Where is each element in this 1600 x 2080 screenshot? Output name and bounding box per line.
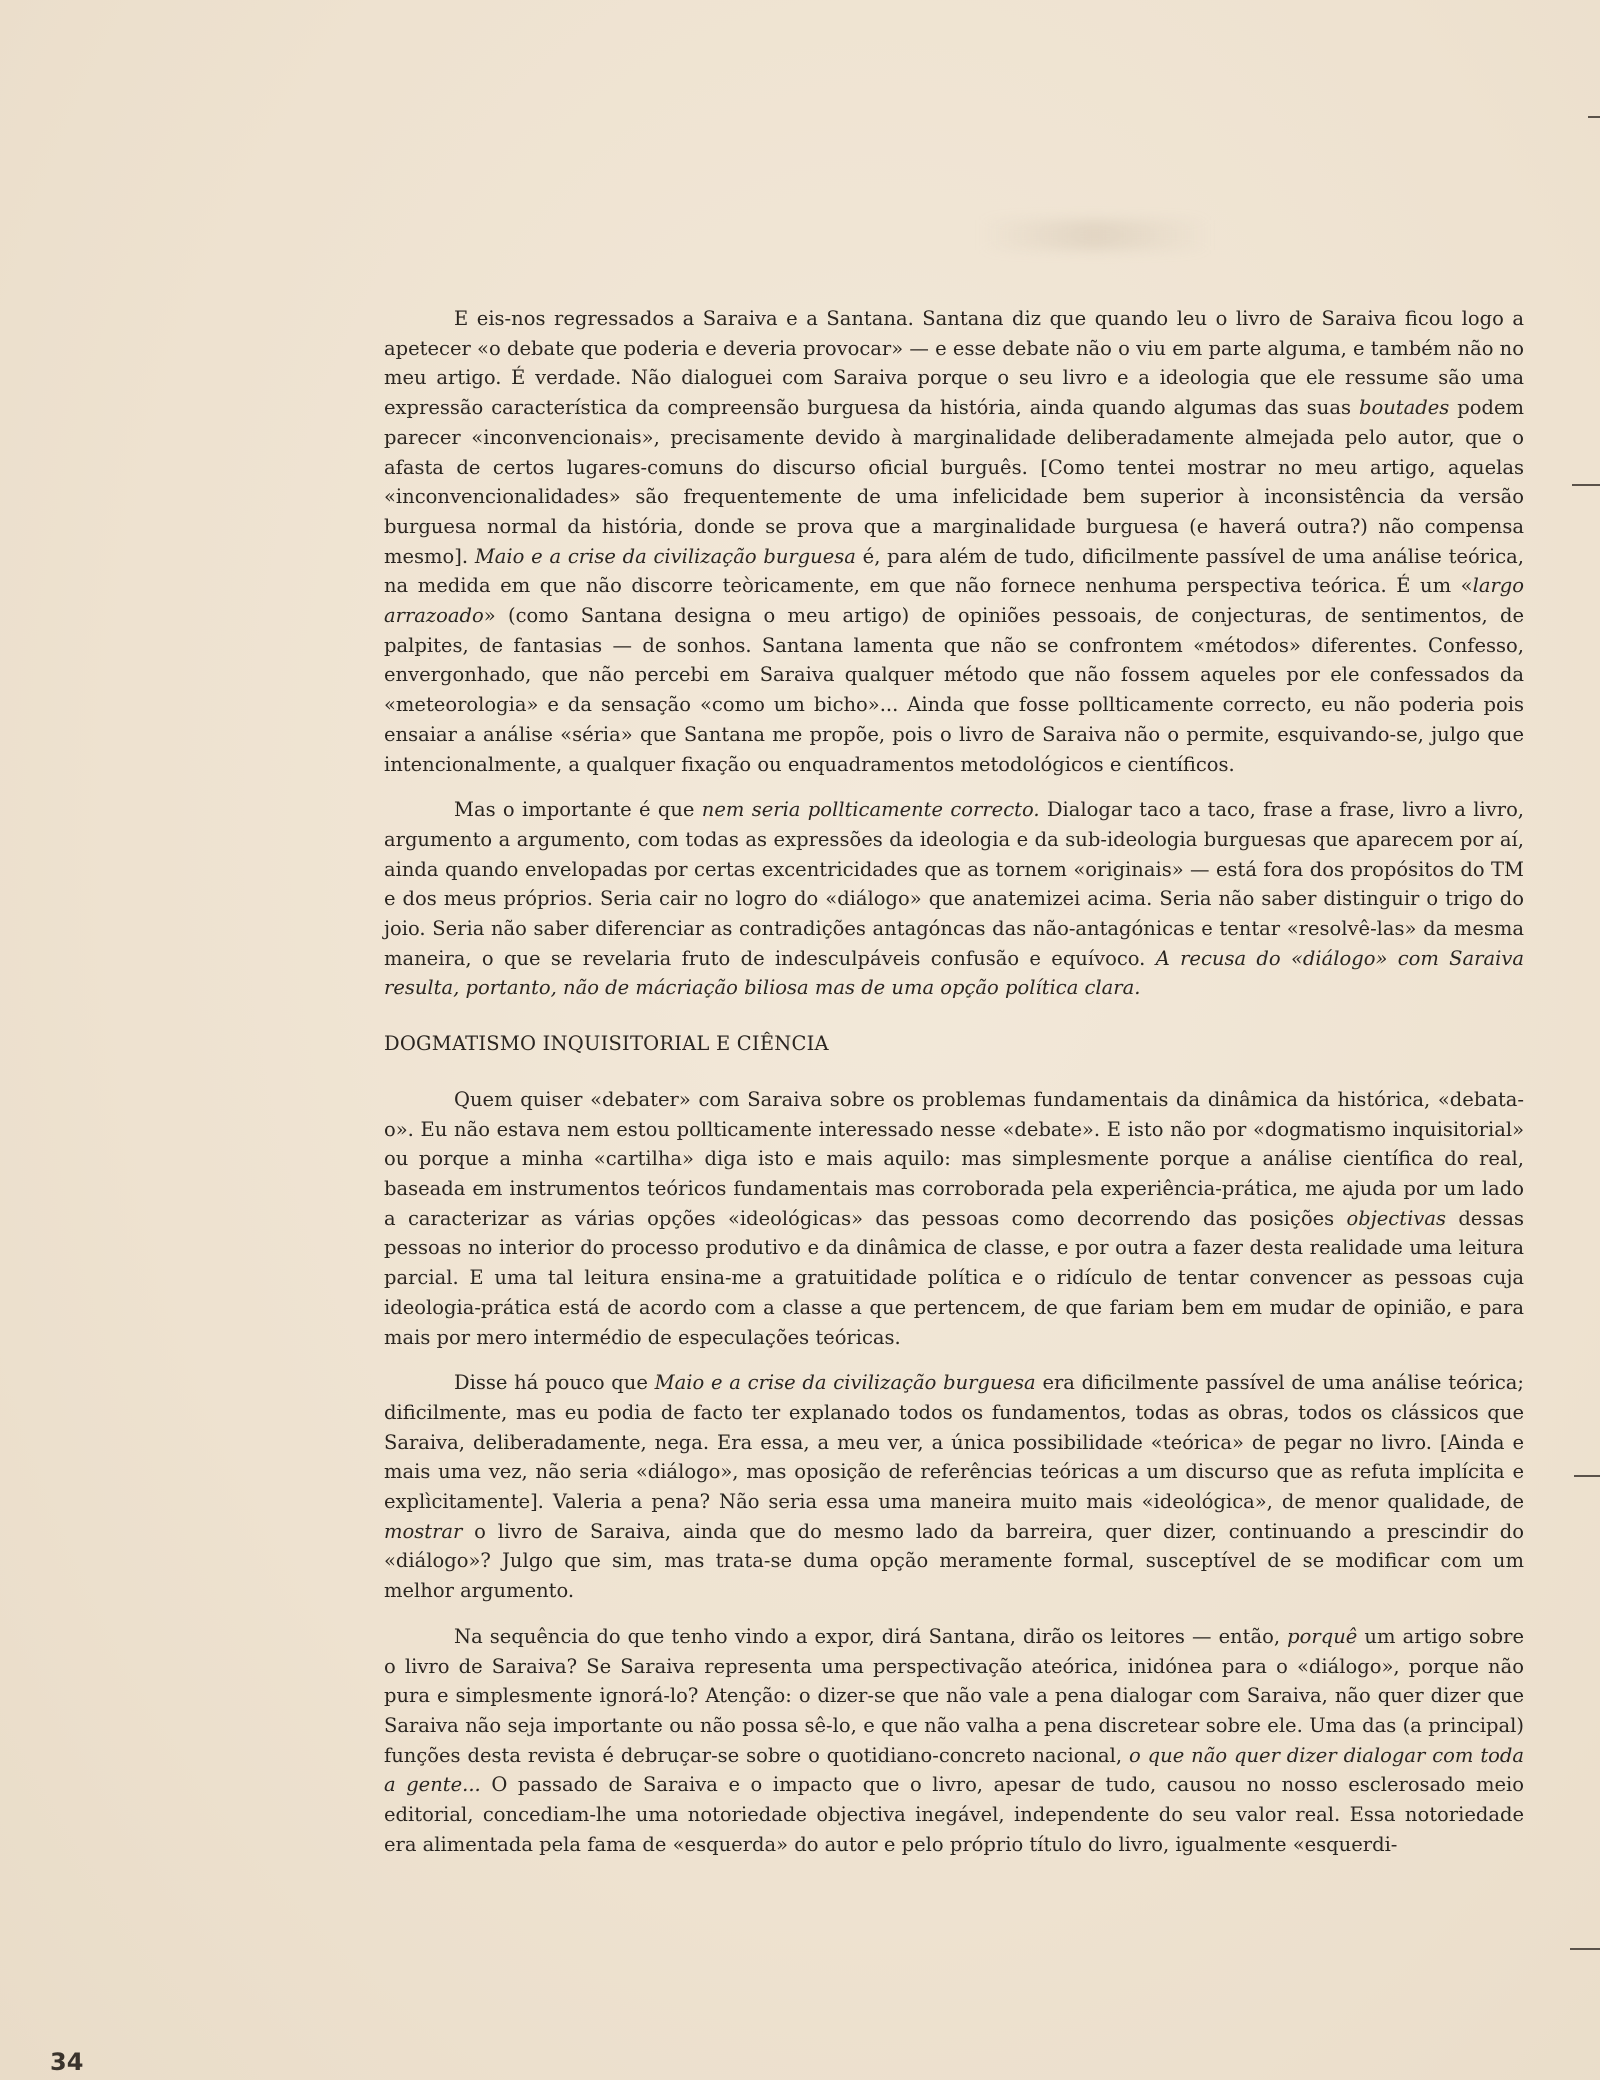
section-heading: DOGMATISMO INQUISITORIAL E CIÊNCIA (384, 1032, 829, 1056)
article-body (384, 304, 1524, 1859)
show-through-heading (980, 220, 1210, 250)
margin-mark (1572, 484, 1600, 486)
margin-mark (1588, 116, 1600, 118)
page-number: 34 (50, 2048, 84, 2076)
paragraph-4: Disse há pouco que Maio e a crise da civilização burguesa era dificilmente passível de uma análise teórica; dificilmente, mas eu podia de facto ter explanado todos os fundamentos, todas as obras, todos os clássicos que Saraiva, deliberadamente, nega. Era essa, a meu ver, a única possibilidade «teórica» de pegar no livro. [Ainda e mais uma vez, não seria «diálogo», mas oposição de referências teóricas a um discurso que as refuta implícita e explìcitamente]. Valeria a pena? Não seria essa uma maneira muito mais «ideológica», de menor qualidade, de mostrar o livro de Saraiva, ainda que do mesmo lado da barreira, quer dizer, continuando a prescindir do «diálogo»? Julgo que sim, mas trata-se duma opção meramente formal, susceptível de se modificar com um melhor argumento. (384, 1371, 1524, 1603)
margin-mark (1574, 1475, 1600, 1477)
paragraph-2: Mas o importante é que nem seria pollticamente correcto. Dialogar taco a taco, frase a frase, livro a livro, argumento a argumento, com todas as expressões da ideologia e da sub-ideologia burguesas que aparecem por aí, ainda quando envelopadas por certas excentricidades que as tornem «originais» — está fora dos propósitos do TM e dos meus próprios. Seria cair no logro do «diálogo» que anatemizei acima. Seria não saber distinguir o trigo do joio. Seria não saber diferenciar as contradições antagóncas das não-antagónicas e tentar «resolvê-las» da mesma maneira, o que se revelaria fruto de indesculpáveis confusão e equívoco. A recusa do «diálogo» com Saraiva resulta, portanto, não de mácriação biliosa mas de uma opção política clara. (384, 798, 1525, 1000)
margin-mark (1570, 1948, 1600, 1950)
paragraph-3: Quem quiser «debater» com Saraiva sobre os problemas fundamentais da dinâmica da histórica, «debata-o». Eu não estava nem estou pollticamente interessado nesse «debate». E isto não por «dogmatismo inquisitorial» ou porque a minha «cartilha» diga isto e mais aquilo: mas simplesmente porque a análise científica do real, baseada em instrumentos teóricos fundamentais mas corroborada pela experiência-prática, me ajuda por um lado a caracterizar as várias opções «ideológicas» das pessoas como decorrendo das posições objectivas dessas pessoas no interior do processo produtivo e da dinâmica de classe, e por outra a fazer desta realidade uma leitura parcial. E uma tal leitura ensina-me a gratuitidade política e o ridículo de tentar convencer as pessoas cuja ideologia-prática está de acordo com a classe a que pertencem, de que fariam bem em mudar de opinião, e para mais por mero intermédio de especulações teóricas. (384, 1087, 1524, 1349)
paragraph-5: Na sequência do que tenho vindo a expor, dirá Santana, dirão os leitores — então, porquê um artigo sobre o livro de Saraiva? Se Saraiva representa uma perspectivação ateórica, inidónea para o «diálogo», porque não pura e simplesmente ignorá-lo? Atenção: o dizer-se que não vale a pena dialogar com Saraiva, não quer dizer que Saraiva não seja importante ou não possa sê-lo, e que não valha a pena discretear sobre ele. Uma das (a principal) funções desta revista é debruçar-se sobre o quotidiano-concreto nacional, o que não quer dizer dialogar com toda a gente... O passado de Saraiva e o impacto que o livro, apesar de tudo, causou no nosso esclerosado meio editorial, concediam-lhe uma notoriedade objectiva inegável, independente do seu valor real. Essa notoriedade era alimentada pela fama de «esquerda» do autor e pelo próprio título do livro, igualmente «esquerdi- (384, 1624, 1524, 1856)
paragraph-1: E eis-nos regressados a Saraiva e a Santana. Santana diz que quando leu o livro de Saraiva ficou logo a apetecer «o debate que poderia e deveria provocar» — e esse debate não o viu em parte alguma, e também não no meu artigo. É verdade. Não dialoguei com Saraiva porque o seu livro e a ideologia que ele ressume são uma expressão característica da compreensão burguesa da história, ainda quando algumas das suas boutades podem parecer «inconvencionais», precisamente devido à marginalidade deliberadamente almejada pelo autor, que o afasta de certos lugares-comuns do discurso oficial burguês. [Como tentei mostrar no meu artigo, aquelas «inconvencionalidades» são frequentemente de uma infelicidade bem superior à inconsistência da versão burguesa normal da história, donde se prova que a marginalidade burguesa (e haverá outra?) não compensa mesmo]. Maio e a crise da civilização burguesa é, para além de tudo, dificilmente passível de uma análise teórica, na medida em que não discorre teòricamente, em que não fornece nenhuma perspectiva teórica. É um «largo arrazoado» (como Santana designa o meu artigo) de opiniões pessoais, de conjecturas, de sentimentos, de palpites, de fantasias — de sonhos. Santana lamenta que não se confrontem «métodos» diferentes. Confesso, envergonhado, que não percebi em Saraiva qualquer método que não fossem aqueles por ele confessados da «meteorologia» e da sensação «como um bicho»... Ainda que fosse pollticamente correcto, eu não poderia pois ensaiar a análise «séria» que Santana me propõe, pois o livro de Saraiva não o permite, esquivando-se, julgo que intencionalmente, a qualquer fixação ou enquadramentos metodológicos e científicos. (384, 307, 1524, 776)
